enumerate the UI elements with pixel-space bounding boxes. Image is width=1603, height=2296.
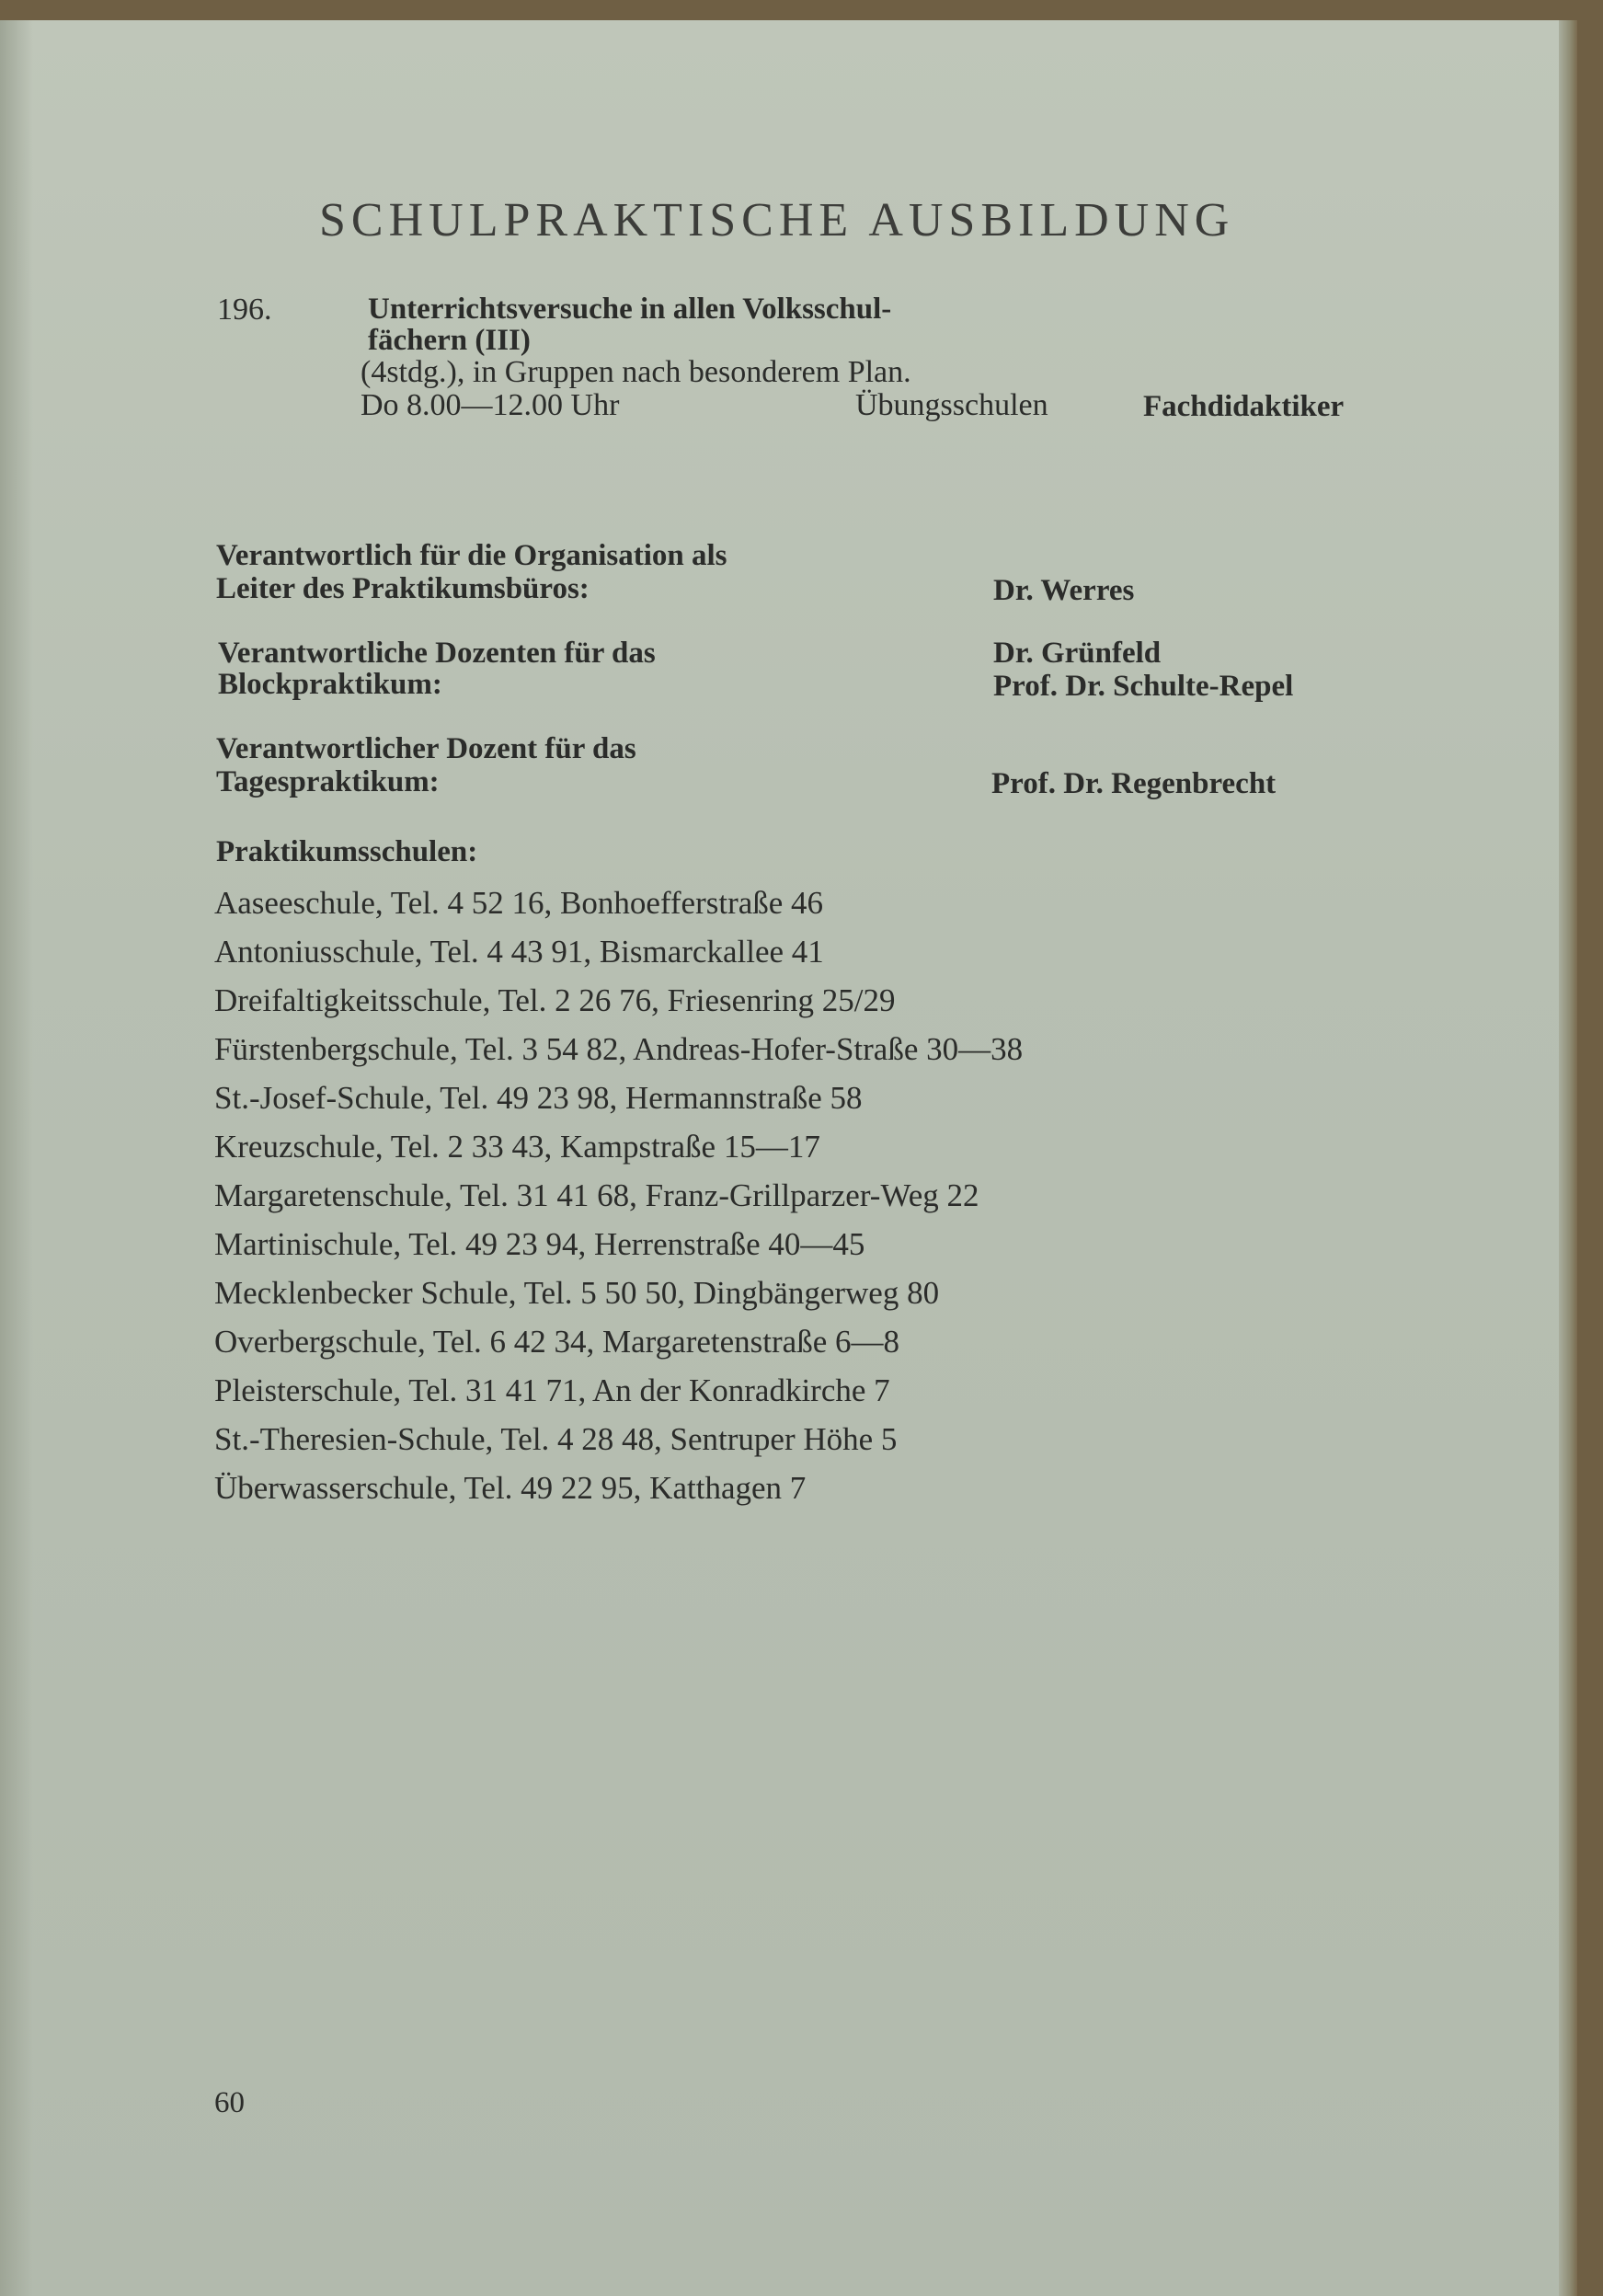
- resp-name-2b: Prof. Dr. Schulte-Repel: [993, 670, 1294, 703]
- course-instructor: Fachdidaktiker: [1143, 390, 1345, 423]
- list-item: Aaseeschule, Tel. 4 52 16, Bonhoefferstraße 46: [214, 885, 824, 921]
- resp-name-1: Dr. Werres: [993, 574, 1135, 607]
- list-item: Overbergschule, Tel. 6 42 34, Margaretenstraße 6—8: [214, 1324, 899, 1360]
- list-item: St.-Josef-Schule, Tel. 49 23 98, Hermannstraße 58: [214, 1080, 863, 1116]
- page-edge: [1559, 20, 1577, 2296]
- resp-label-2a: Verantwortliche Dozenten für das: [218, 637, 656, 670]
- resp-label-1b: Leiter des Praktikumsbüros:: [216, 572, 590, 605]
- page-number: 60: [214, 2086, 245, 2119]
- list-item: Antoniusschule, Tel. 4 43 91, Bismarckallee 41: [214, 934, 824, 970]
- list-item: Pleisterschule, Tel. 31 41 71, An der Konradkirche 7: [214, 1372, 890, 1408]
- list-item: Mecklenbecker Schule, Tel. 5 50 50, Dingbängerweg 80: [214, 1275, 940, 1311]
- list-item: Überwasserschule, Tel. 49 22 95, Katthagen 7: [214, 1470, 807, 1506]
- course-time: Do 8.00—12.00 Uhr: [361, 388, 620, 422]
- course-title-line1: Unterrichtsversuche in allen Volksschul-: [368, 293, 892, 326]
- page-title: SCHULPRAKTISCHE AUSBILDUNG: [319, 194, 1235, 247]
- course-location: Übungsschulen: [855, 388, 1048, 422]
- page-gutter-shadow: [0, 20, 33, 2296]
- list-item: Dreifaltigkeitsschule, Tel. 2 26 76, Friesenring 25/29: [214, 982, 896, 1018]
- list-item: St.-Theresien-Schule, Tel. 4 28 48, Sentruper Höhe 5: [214, 1421, 898, 1457]
- list-item: Martinischule, Tel. 49 23 94, Herrenstraße 40—45: [214, 1226, 865, 1262]
- resp-label-1a: Verantwortlich für die Organisation als: [216, 539, 727, 572]
- resp-label-3a: Verantwortlicher Dozent für das: [216, 732, 636, 765]
- list-item: Kreuzschule, Tel. 2 33 43, Kampstraße 15—17: [214, 1129, 820, 1165]
- list-item: Fürstenbergschule, Tel. 3 54 82, Andreas-Hofer-Straße 30—38: [214, 1031, 1024, 1067]
- resp-name-2a: Dr. Grünfeld: [993, 637, 1162, 670]
- course-title-line2: fächern (III): [368, 324, 531, 357]
- resp-name-3: Prof. Dr. Regenbrecht: [991, 767, 1277, 800]
- list-item: Margaretenschule, Tel. 31 41 68, Franz-Grillparzer-Weg 22: [214, 1177, 979, 1213]
- resp-label-3b: Tagespraktikum:: [216, 765, 440, 798]
- course-number: 196.: [217, 293, 272, 327]
- resp-label-2b: Blockpraktikum:: [218, 668, 442, 701]
- schools-heading: Praktikumsschulen:: [216, 835, 478, 868]
- course-details: (4stdg.), in Gruppen nach besonderem Plan.: [361, 355, 911, 389]
